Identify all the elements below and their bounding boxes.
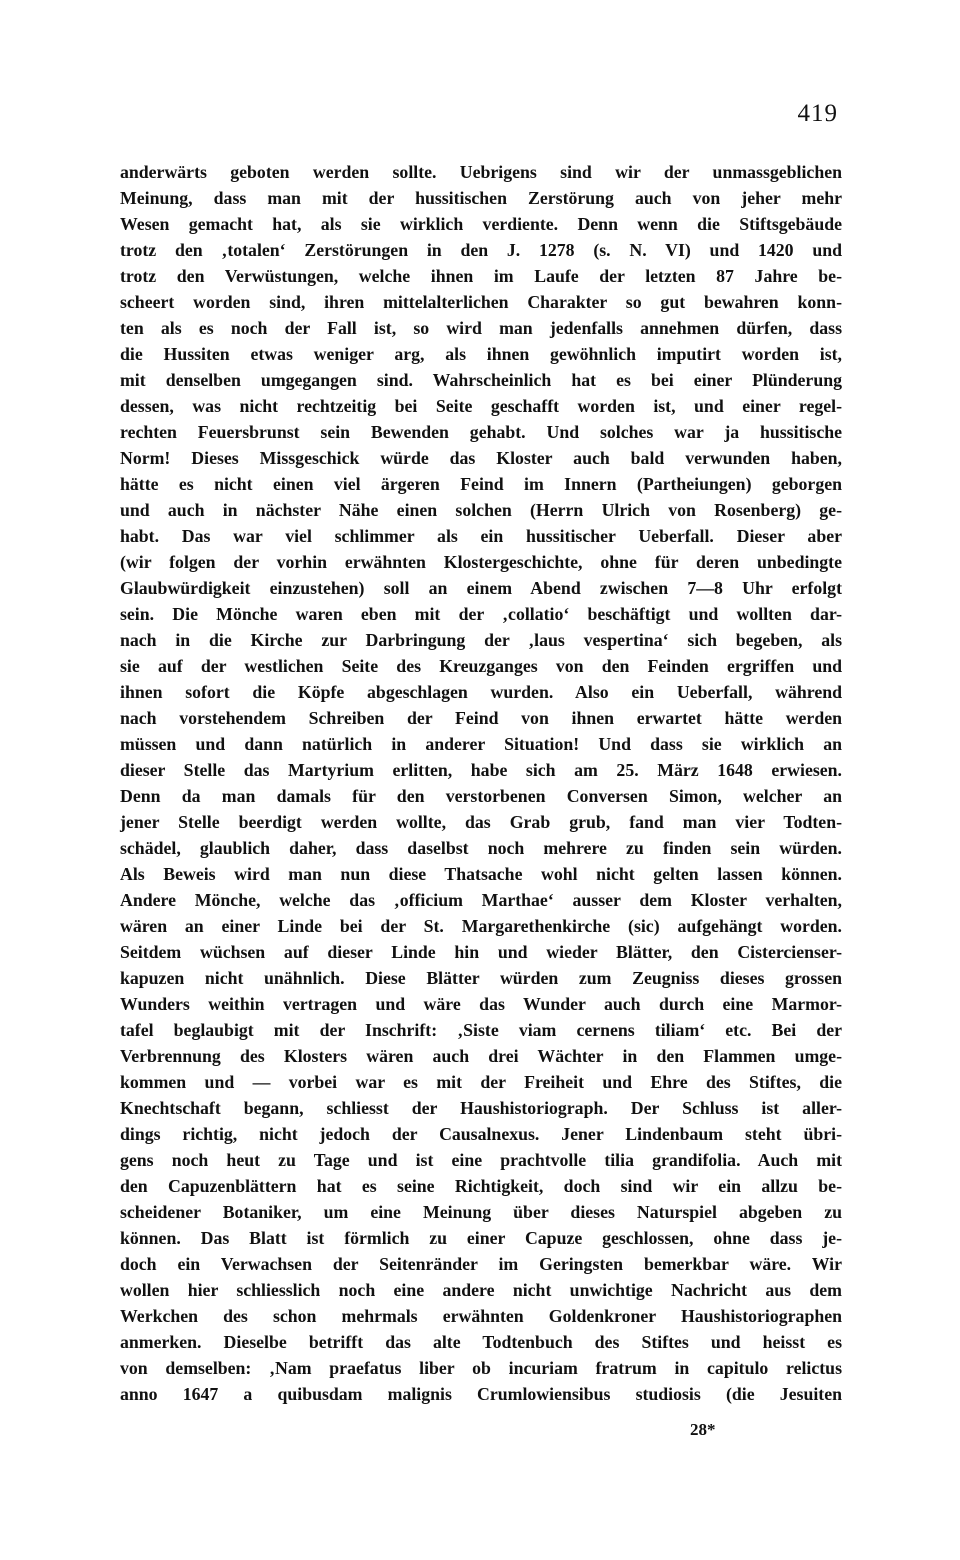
text-line: Norm! Dieses Missgeschick würde das Kloster auch bald verwunden haben, bbox=[120, 448, 842, 468]
text-line: scheert worden sind, ihren mittelalterlichen Charakter so gut bewahren konn- bbox=[120, 292, 842, 312]
text-line: habt. Das war viel schlimmer als ein hussitischer Ueberfall. Dieser aber bbox=[120, 526, 842, 546]
text-line: hätte es nicht einen viel ärgeren Feind im Innern (Partheiungen) geborgen bbox=[120, 474, 842, 494]
text-line: gens noch heut zu Tage und ist eine prachtvolle tilia grandifolia. Auch mit bbox=[120, 1150, 842, 1170]
text-line: Knechtschaft begann, schliesst der Haushistoriograph. Der Schluss ist aller- bbox=[120, 1098, 842, 1118]
text-line: Glaubwürdigkeit einzustehen) soll an einem Abend zwischen 7—8 Uhr erfolgt bbox=[120, 578, 842, 598]
text-line: trotz den ‚totalen‘ Zerstörungen in den J. 1278 (s. N. VI) und 1420 und bbox=[120, 240, 842, 260]
text-line: und auch in nächster Nähe einen solchen (Herrn Ulrich von Rosenberg) ge- bbox=[120, 500, 842, 520]
text-line: Werkchen des schon mehrmals erwähnten Goldenkroner Haushistoriographen bbox=[120, 1306, 842, 1326]
text-line: rechten Feuersbrunst sein Bewenden gehabt. Und solches war ja hussitische bbox=[120, 422, 842, 442]
text-line: dessen, was nicht rechtzeitig bei Seite geschafft worden ist, und einer regel- bbox=[120, 396, 842, 416]
text-line: von demselben: ‚Nam praefatus liber ob incuriam fratrum in capitulo relictus bbox=[120, 1358, 842, 1378]
text-line: den Capuzenblättern hat es seine Richtigkeit, doch sind wir ein allzu be- bbox=[120, 1176, 842, 1196]
text-line: dings richtig, nicht jedoch der Causalnexus. Jener Lindenbaum steht übri- bbox=[120, 1124, 842, 1144]
body-text bbox=[120, 159, 842, 1407]
text-line: (wir folgen der vorhin erwähnten Klostergeschichte, ohne für deren unbedingte bbox=[120, 552, 842, 572]
text-line: Andere Mönche, welche das ‚officium Marthae‘ ausser dem Kloster verhalten, bbox=[120, 890, 842, 910]
text-line: anmerken. Dieselbe betrifft das alte Todtenbuch des Stiftes und heisst es bbox=[120, 1332, 842, 1352]
text-line: Denn da man damals für den verstorbenen Conversen Simon, welcher an bbox=[120, 786, 842, 806]
text-line: Wunders weithin vertragen und wäre das Wunder auch durch eine Marmor- bbox=[120, 994, 842, 1014]
text-line: doch ein Verwachsen der Seitenränder im Geringsten bemerkbar wäre. Wir bbox=[120, 1254, 842, 1274]
text-line: Verbrennung des Klosters wären auch drei Wächter in den Flammen umge- bbox=[120, 1046, 842, 1066]
text-line: Wesen gemacht hat, als sie wirklich verdiente. Denn wenn die Stiftsgebäude bbox=[120, 214, 842, 234]
text-line: jener Stelle beerdigt werden wollte, das Grab grub, fand man vier Todten- bbox=[120, 812, 842, 832]
text-line: nach vorstehendem Schreiben der Feind von ihnen erwartet hätte werden bbox=[120, 708, 842, 728]
text-line: scheidener Botaniker, um eine Meinung über dieses Naturspiel abgeben zu bbox=[120, 1202, 842, 1222]
text-line: ten als es noch der Fall ist, so wird man jedenfalls annehmen dürfen, dass bbox=[120, 318, 842, 338]
text-line: anno 1647 a quibusdam malignis Crumlowiensibus studiosis (die Jesuiten bbox=[120, 1384, 842, 1404]
text-line: anderwärts geboten werden sollte. Uebrigens sind wir der unmassgeblichen bbox=[120, 162, 842, 182]
text-line: Seitdem wüchsen auf dieser Linde hin und wieder Blätter, den Cistercienser- bbox=[120, 942, 842, 962]
text-line: kapuzen nicht unähnlich. Diese Blätter würden zum Zeugniss dieses grossen bbox=[120, 968, 842, 988]
text-line: sie auf der westlichen Seite des Kreuzganges von den Feinden ergriffen und bbox=[120, 656, 842, 676]
page-number: 419 bbox=[797, 100, 838, 127]
text-line: mit denselben umgegangen sind. Wahrscheinlich hat es bei einer Plünderung bbox=[120, 370, 842, 390]
text-line: die Hussiten etwas weniger arg, als ihnen gewöhnlich imputirt worden ist, bbox=[120, 344, 842, 364]
text-line: müssen und dann natürlich in anderer Situation! Und dass sie wirklich an bbox=[120, 734, 842, 754]
text-line: ihnen sofort die Köpfe abgeschlagen wurden. Also ein Ueberfall, während bbox=[120, 682, 842, 702]
text-line: können. Das Blatt ist förmlich zu einer Capuze geschlossen, ohne dass je- bbox=[120, 1228, 842, 1248]
text-line: tafel beglaubigt mit der Inschrift: ‚Siste viam cernens tiliam‘ etc. Bei der bbox=[120, 1020, 842, 1040]
text-line: wollen hier schliesslich noch eine andere nicht unwichtige Nachricht aus dem bbox=[120, 1280, 842, 1300]
text-line: Meinung, dass man mit der hussitischen Zerstörung auch von jeher mehr bbox=[120, 188, 842, 208]
text-line: kommen und — vorbei war es mit der Freiheit und Ehre des Stiftes, die bbox=[120, 1072, 842, 1092]
text-line: dieser Stelle das Martyrium erlitten, habe sich am 25. März 1648 erwiesen. bbox=[120, 760, 842, 780]
text-line: nach in die Kirche zur Darbringung der ‚laus vespertina‘ sich begeben, als bbox=[120, 630, 842, 650]
text-line: schädel, glaublich daher, dass daselbst noch mehrere zu finden sein würden. bbox=[120, 838, 842, 858]
text-line: wären an einer Linde bei der St. Margarethenkirche (sic) aufgehängt worden. bbox=[120, 916, 842, 936]
text-line: trotz den Verwüstungen, welche ihnen im Laufe der letzten 87 Jahre be- bbox=[120, 266, 842, 286]
signature-mark: 28* bbox=[690, 1420, 716, 1439]
text-line: sein. Die Mönche waren eben mit der ‚collatio‘ beschäftigt und wollten dar- bbox=[120, 604, 842, 624]
text-line: Als Beweis wird man nun diese Thatsache wohl nicht gelten lassen können. bbox=[120, 864, 842, 884]
